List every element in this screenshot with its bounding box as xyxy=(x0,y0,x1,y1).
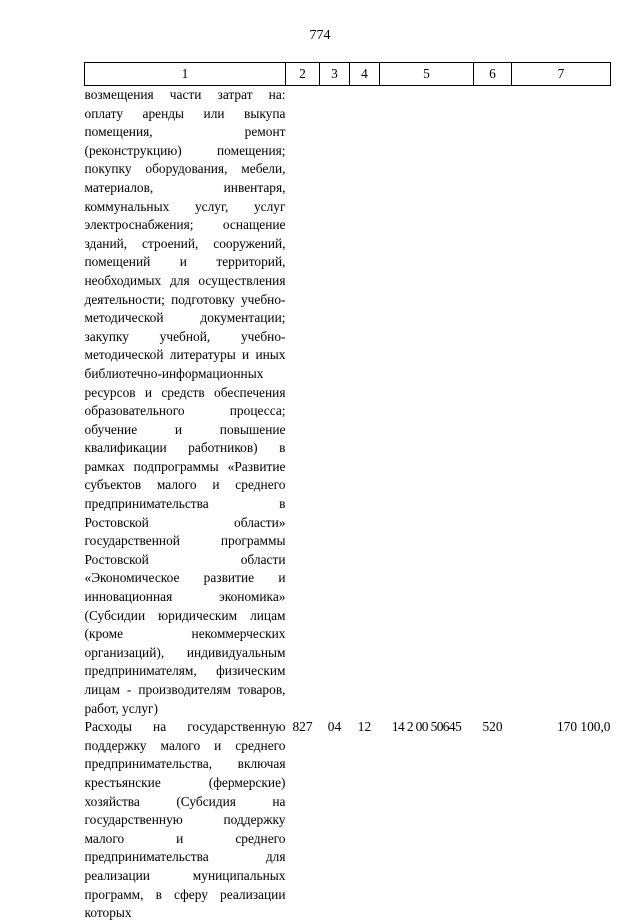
row-col3: 04 xyxy=(327,719,342,735)
table-row xyxy=(85,86,611,719)
column-header-2: 2 xyxy=(286,63,320,86)
row-col5 xyxy=(380,86,474,719)
column-header-4: 4 xyxy=(350,63,380,86)
row-col4 xyxy=(350,86,380,719)
column-header-7: 7 xyxy=(512,63,611,86)
row-col7: 170 100,0 xyxy=(556,719,611,735)
header-row xyxy=(85,63,611,86)
row-col5: 14 2 00 50645 xyxy=(391,719,462,735)
budget-table xyxy=(84,62,611,923)
column-header-1: 1 xyxy=(85,63,286,86)
column-header-3: 3 xyxy=(320,63,350,86)
row-col6: 520 xyxy=(482,719,503,735)
row-col4: 12 xyxy=(357,719,372,735)
row-col2 xyxy=(286,86,320,719)
row-col7 xyxy=(512,86,611,719)
page-number: 774 xyxy=(309,28,331,43)
row-description: Расходы на государственную поддержку малого и среднего предпринимательства, включая крестьянские (фермерские) хозяйства (Субсидия на государственную поддержку малого и среднего предпринимательства для реализации муниципальных программ, в сферу реализации которых xyxy=(84,719,286,921)
column-header-6: 6 xyxy=(474,63,512,86)
row-col6 xyxy=(474,86,512,719)
table-row xyxy=(85,718,611,923)
row-col3 xyxy=(320,86,350,719)
row-col2: 827 xyxy=(292,719,313,735)
column-header-5: 5 xyxy=(380,63,474,86)
row-description: возмещения части затрат на: оплату аренды или выкупа помещения, ремонт (реконструкцию) помещения; покупку оборудования, мебели, материалов, инвентаря, коммунальных услуг, услуг электроснабжения; оснащение зданий, строений, сооружений, помещений и территорий, необходимых для осуществления деятельности; подготовку учебно-методической документации; закупку учебной, учебно-методической литературы и иных библиотечно-информационных ресурсов и средств обеспечения образовательного процесса; обучение и повышение квалификации работников) в рамках подпрограммы «Развитие субъектов малого и среднего предпринимательства в Ростовской области» государственной программы Ростовской области «Экономическое развитие и инновационная экономика» (Субсидии юридическим лицам (кроме некоммерческих организаций), индивидуальным предпринимателям, физическим лицам - производителям товаров, работ, услуг) xyxy=(84,87,286,716)
